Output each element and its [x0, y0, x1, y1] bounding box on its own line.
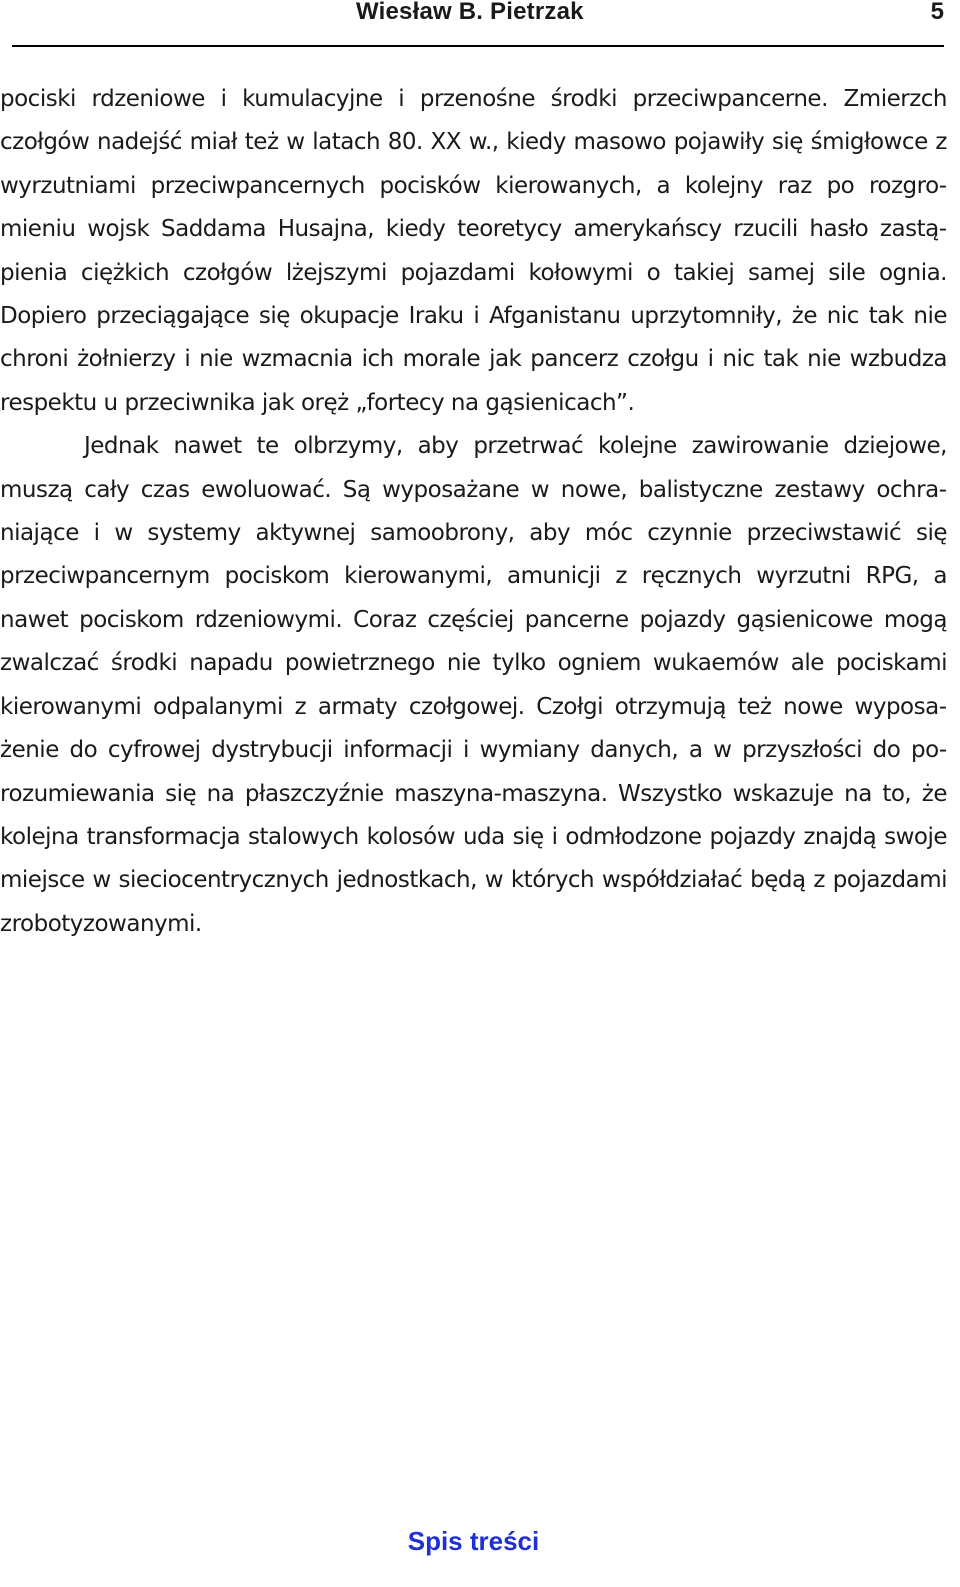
header-rule [12, 45, 944, 47]
author-name: Wiesław B. Pietrzak [356, 0, 584, 25]
table-of-contents-link[interactable]: Spis treści [407, 1526, 540, 1556]
paragraph-1: pociski rdzeniowe i kumulacyjne i przenośne środki przeciwpancerne. Zmierzch czołgów nadejść miał też w latach 80. XX w., kiedy masowo pojawiły się śmigłowce z wyrzutniami przeciwpancernych pocisków kierowanych, a kolejny raz po rozgromieniu wojsk Saddama Husajna, kiedy teoretycy amerykańscy rzucili hasło zastąpienia ciężkich czołgów lżejszymi pojazdami kołowymi o takiej samej sile ognia. Dopiero przeciągające się okupacje Iraku i Afganistanu uprzytomniły, że nic tak nie chroni żołnierzy i nie wzmacnia ich morale jak pancerz czołgu i nic tak nie wzbudza respektu u przeciwnika jak oręż „fortecy na gąsienicach”. [0, 86, 947, 416]
paragraph-2: Jednak nawet te olbrzymy, aby przetrwać kolejne zawirowanie dziejowe, muszą cały czas ewoluować. Są wyposażane w nowe, balistyczne zestawy ochraniające i w systemy aktywnej samoobrony, aby móc czynnie przeciwstawić się przeciwpancernym pociskom kierowanymi, amunicji z ręcznych wyrzutni RPG, a nawet pociskom rdzeniowymi. Coraz częściej pancerne pojazdy gąsienicowe mogą zwalczać środki napadu powietrznego nie tylko ogniem wukaemów ale pociskami kierowanymi odpalanymi z armaty czołgowej. Czołgi otrzymują też nowe wyposażenie do cyfrowej dystrybucji informacji i wymiany danych, a w przyszłości do porozumiewania się na płaszczyźnie maszyna-maszyna. Wszystko wskazuje na to, że kolejna transformacja stalowych kolosów uda się i odmłodzone pojazdy znajdą swoje miejsce w sieciocentrycznych jednostkach, w których współdziałać będą z pojazdami zrobotyzowanymi. [0, 433, 947, 937]
running-header [0, 0, 944, 30]
page-number: 5 [930, 0, 944, 25]
body-text [0, 78, 947, 946]
